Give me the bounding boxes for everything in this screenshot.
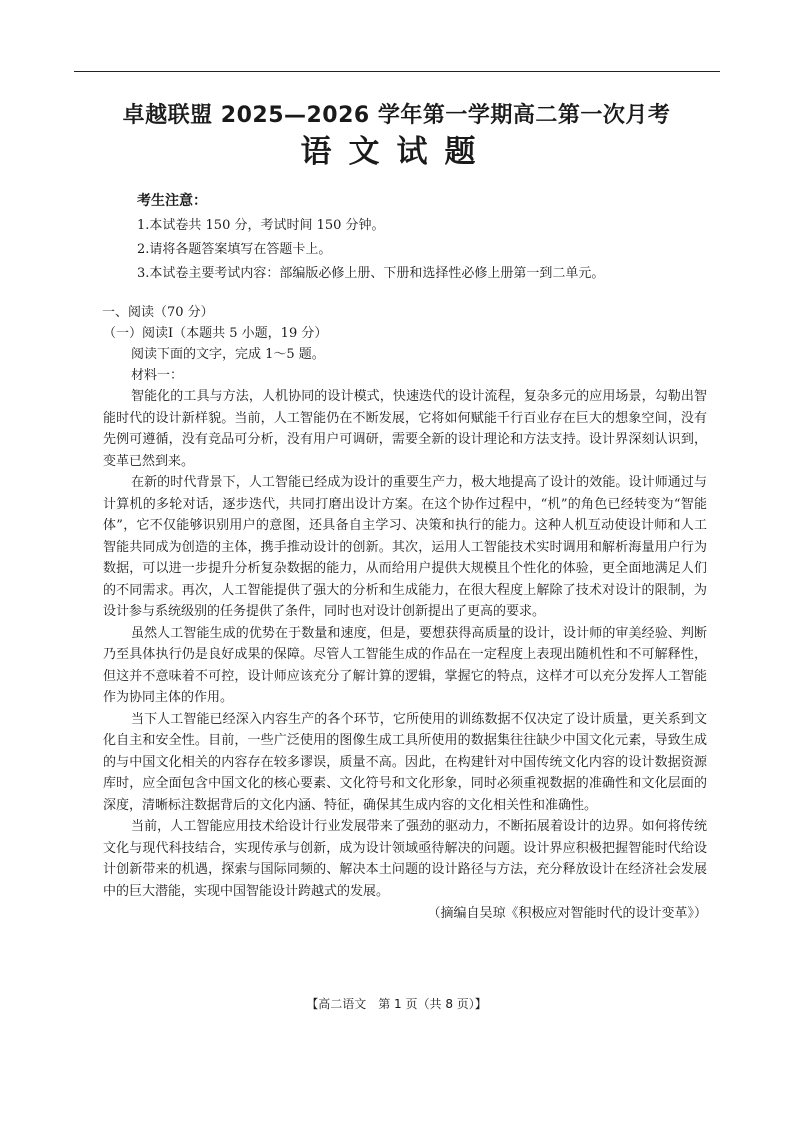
passage-paragraph: 智能化的工具与方法，人机协同的设计模式，快速迭代的设计流程，复杂多元的应用场景，勾勒出智能时代的设计新样貌。当前，人工智能仍在不断发展，它将如何赋能千行百业存在巨大的想象空间，没有先例可遵循，没有竞品可分析，没有用户可调研，需要全新的设计理论和方法支持。设计界深刻认识到，变革已然到来。 (103, 389, 707, 469)
notice-title: 考生注意： (137, 193, 207, 209)
exam-title: 卓越联盟 2025—2026 学年第一学期高二第一次月考 (122, 103, 671, 128)
reading-section (103, 302, 707, 925)
exam-notice (137, 190, 697, 286)
passage-paragraph: 虽然人工智能生成的优势在于数量和速度，但是，要想获得高质量的设计，设计师的审美经验、判断乃至具体执行仍是良好成果的保障。尽管人工智能生成的作品在一定程度上表现出随机性和不可解释性，但这并不意味着不可控，设计师应该充分了解计算的逻辑，掌握它的特点，这样才可以充分发挥人工智能作为协同主体的作用。 (103, 625, 707, 705)
passage-paragraph: 当下人工智能已经深入内容生产的各个环节，它所使用的训练数据不仅决定了设计质量，更关系到文化自主和安全性。目前，一些广泛使用的图像生成工具所使用的数据集往往缺少中国文化元素，导致生成的与中国文化相关的内容存在较多谬误，质量不高。因此，在构建针对中国传统文化内容的设计数据资源库时，应全面包含中国文化的核心要素、文化符号和文化形象，同时必须重视数据的准确性和文化层面的深度，清晰标注数据背后的文化内涵、特征，确保其生成内容的文化相关性和准确性。 (103, 711, 707, 813)
reading-instruction: 阅读下面的文字，完成 1～5 题。 (131, 347, 325, 362)
subsection-heading: （一）阅读Ⅰ（本题共 5 小题，19 分） (103, 326, 328, 341)
notice-item: 2.请将各题答案填写在答题卡上。 (137, 242, 332, 257)
section-heading: 一、阅读（70 分） (102, 305, 214, 320)
passage-paragraph: 当前，人工智能应用技术给设计行业发展带来了强劲的驱动力，不断拓展着设计的边界。如何将传统文化与现代科技结合，实现传承与创新，成为设计领域亟待解决的问题。设计界应积极把握智能时代给设计创新带来的机遇，探索与国际同频的、解决本土问题的设计路径与方法，充分释放设计在经济社会发展中的巨大潜能，实现中国智能设计跨越式的发展。 (103, 819, 707, 899)
subject-title: 语文试题 (300, 134, 493, 170)
notice-item: 3.本试卷主要考试内容：部编版必修上册、下册和选择性必修上册第一到二单元。 (137, 266, 605, 281)
page-footer: 【高二语文 第 1 页（共 8 页）】 (306, 997, 487, 1011)
material-label: 材料一： (131, 368, 184, 383)
top-rule (74, 71, 720, 72)
notice-item: 1.本试卷共 150 分，考试时间 150 分钟。 (137, 218, 385, 233)
passage-source: （摘编自吴琼《积极应对智能时代的设计变革》） (427, 906, 707, 921)
passage-paragraph: 在新的时代背景下，人工智能已经成为设计的重要生产力，极大地提高了设计的效能。设计师通过与计算机的多轮对话，逐步迭代，共同打磨出设计方案。在这个协作过程中，“机”的角色已经转变为“智能体”，它不仅能够识别用户的意图，还具备自主学习、决策和执行的能力。这种人机互动使设计师和人工智能共同成为创造的主体，携手推动设计的创新。其次，运用人工智能技术实时调用和解析海量用户行为数据，可以进一步提升分析复杂数据的能力，从而给用户提供大规模且个性化的体验，更全面地满足人们的不同需求。再次，人工智能提供了强大的分析和生成能力，在很大程度上解除了技术对设计的限制，为设计参与系统级别的任务提供了条件，同时也对设计创新提出了更高的要求。 (103, 475, 707, 619)
